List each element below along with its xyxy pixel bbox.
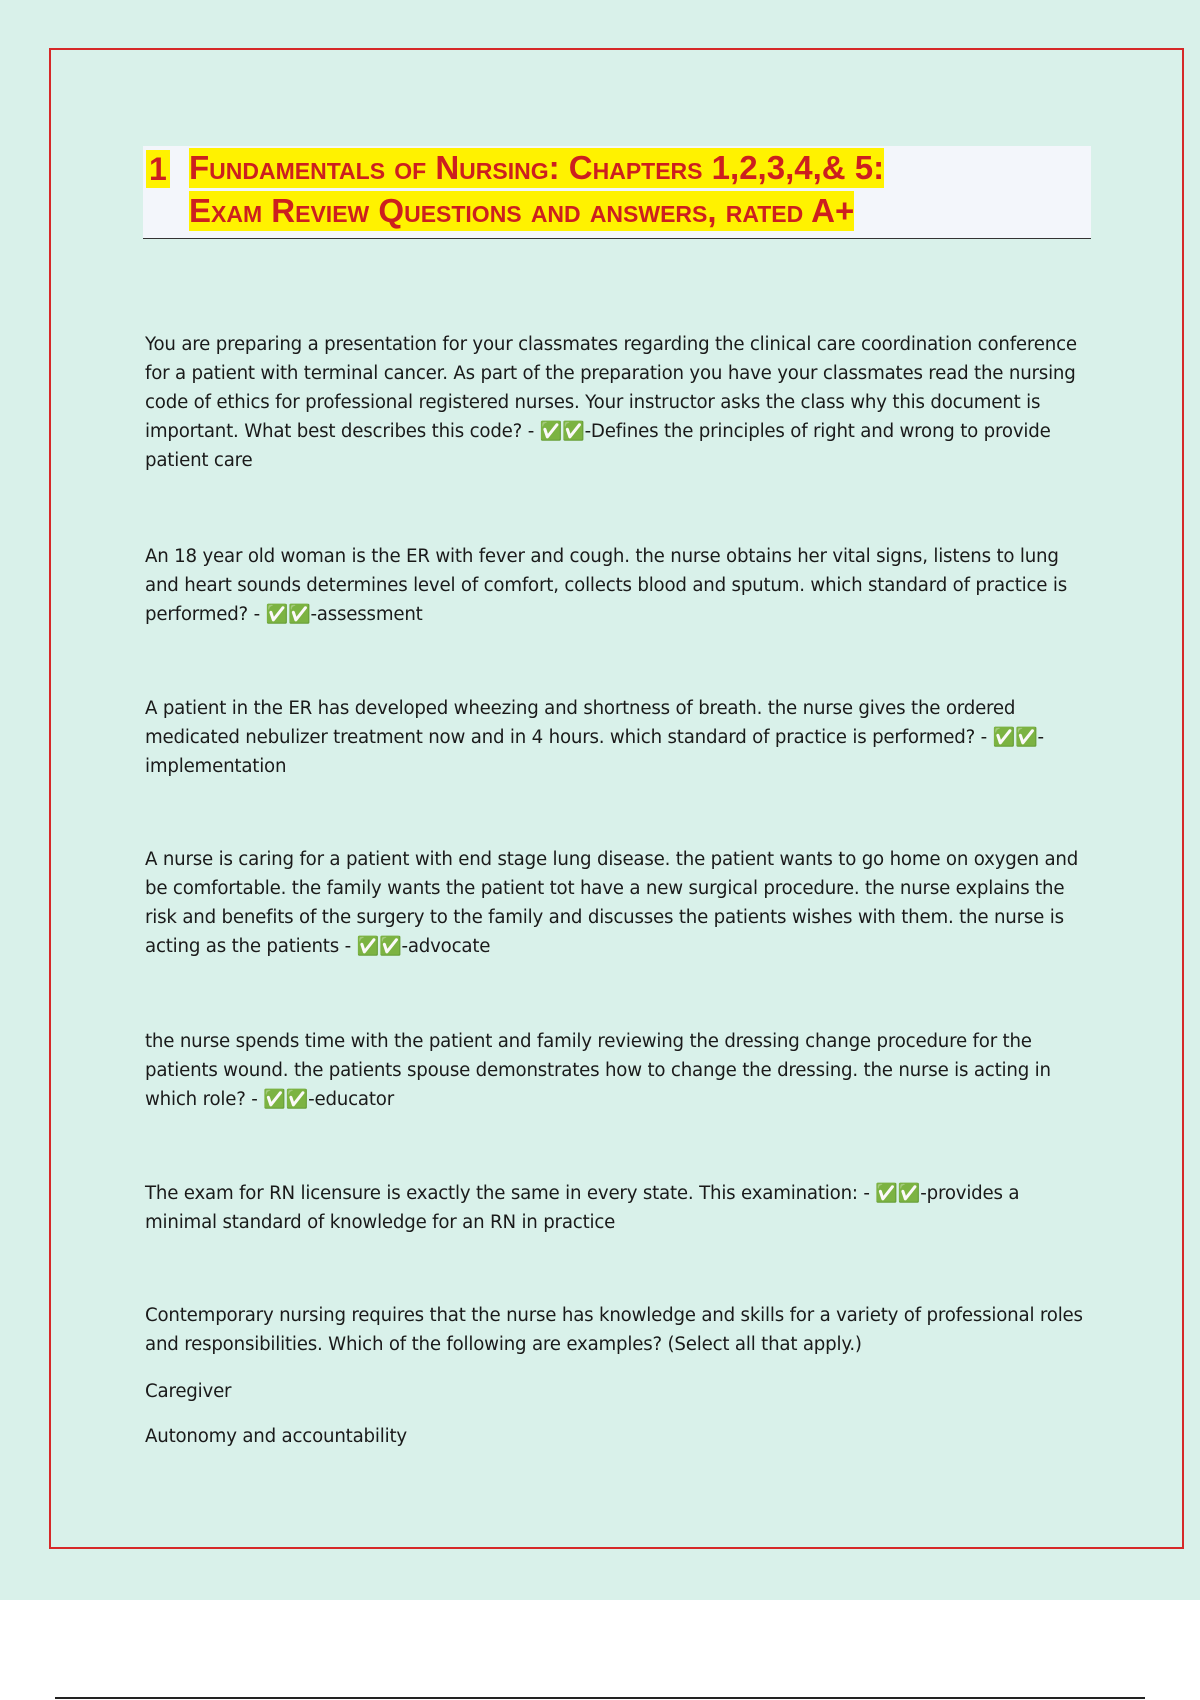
question-1 [145,330,1095,475]
answer-text: -advocate [401,936,491,957]
answer-text: -educator [308,1089,395,1110]
question-4 [145,845,1095,961]
answer-text: -Defines the principles of right and wrong to provide patient care [145,421,1051,471]
double-check-icon: ✅✅ [263,1089,309,1110]
double-check-icon: ✅✅ [992,727,1038,748]
question-text: An 18 year old woman is the ER with fever and cough. the nurse obtains her vital signs, listens to lung and heart sounds determines level of comfort, collects blood and sputum. which standard of practice is performed? - [145,546,1068,625]
question-5 [145,1027,1095,1114]
question-text: You are preparing a presentation for your classmates regarding the clinical care coordination conference for a patient with terminal cancer. As part of the preparation you have your classmates read the nursing code of ethics for professional registered nurses. Your instructor asks the class why this document is important. What best describes this code? - [145,334,1077,442]
answer-text: -provides a minimal standard of knowledge for an RN in practice [145,1183,1020,1233]
double-check-icon: ✅✅ [265,604,311,625]
double-check-icon: ✅✅ [875,1183,921,1204]
title-number: 1 [146,150,170,188]
footer-divider [55,1697,1145,1699]
question-text: A nurse is caring for a patient with end stage lung disease. the patient wants to go home on oxygen and be comfortable. the family wants the patient tot have a new surgical procedure. the nurse explains the risk and benefits of the surgery to the family and discusses the patients wishes with them. the nurse is acting as the patients - [145,849,1079,957]
double-check-icon: ✅✅ [539,421,585,442]
answer-text: -implementation [145,727,1044,777]
question-7 [145,1301,1095,1359]
option-item: Autonomy and accountability [145,1426,407,1447]
answer-text: -assessment [310,604,423,625]
question-text: Contemporary nursing requires that the nurse has knowledge and skills for a variety of professional roles and responsibilities. Which of the following are examples? (Select all that apply.) [145,1305,1083,1355]
question-text: the nurse spends time with the patient and family reviewing the dressing change procedure for the patients wound. the patients spouse demonstrates how to change the dressing. the nurse is acting in which role? - [145,1031,1051,1110]
double-check-icon: ✅✅ [356,936,402,957]
document-title [143,146,1091,239]
question-text: The exam for RN licensure is exactly the same in every state. This examination: - [145,1183,876,1204]
question-3 [145,694,1095,781]
question-6 [145,1179,1095,1237]
question-text: A patient in the ER has developed wheezing and shortness of breath. the nurse gives the ordered medicated nebulizer treatment now and in 4 hours. which standard of practice is performed? - [145,698,1016,748]
question-2 [145,542,1095,629]
option-item: Caregiver [145,1381,232,1402]
title-line-2: Exam Review Questions and answers, rated A+ [189,192,855,229]
title-line-1: Fundamentals of Nursing: Chapters 1,2,3,4,& 5: [189,149,885,186]
